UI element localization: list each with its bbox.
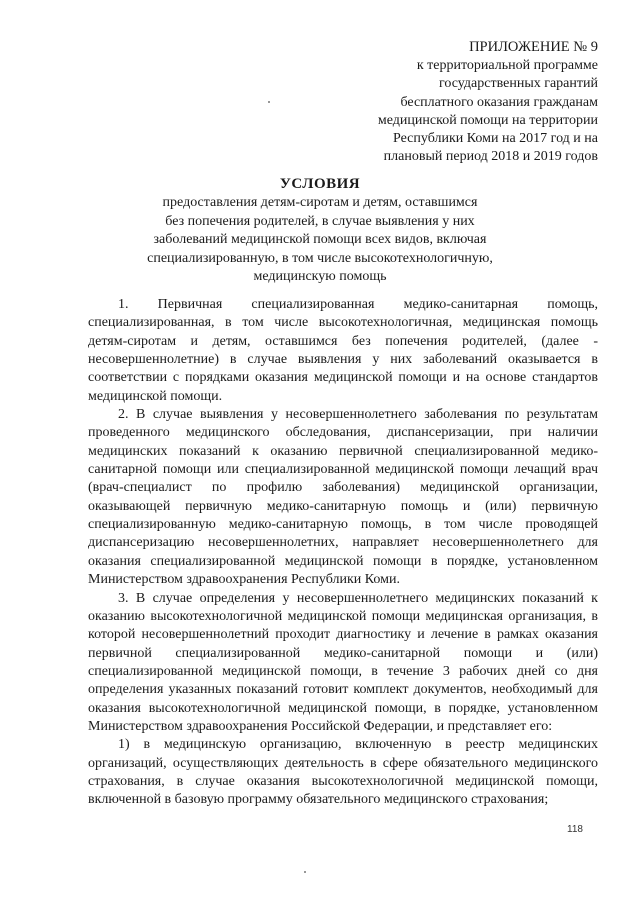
paragraph-3: 3. В случае определения у несовершеннолетнего медицинских показаний к оказанию высокотехнологичной медицинской помощи медицинская организация, в которой несовершеннолетний проходит диагностику и лечение в рамках оказания первичной специализированной медико-санитарной помощи и (или) специализированной медицинской помощи, в течение 3 рабочих дней со дня определения указанных показаний готовит комплект документов, необходимый для оказания высокотехнологичной медицинской помощи, в порядке, установленном Министерством здравоохранения Российской Федерации, и представляет его: bbox=[88, 590, 598, 734]
subtitle-line: без попечения родителей, в случае выявления у них bbox=[165, 213, 475, 229]
scan-speck bbox=[304, 871, 306, 873]
appendix-line: медицинской помощи на территории bbox=[377, 112, 598, 128]
page-number: 118 bbox=[567, 824, 583, 835]
document-body bbox=[88, 296, 598, 810]
paragraph-3-1: 1) в медицинскую организацию, включенную в реестр медицинских организаций, осуществляющих деятельность в сфере обязательного медицинского страхования, в случае оказания высокотехнологичной медицинской помощи, включенной в базовую программу обязательного медицинского страхования; bbox=[88, 737, 598, 808]
appendix-line: к территориальной программе bbox=[416, 58, 598, 74]
appendix-title: ПРИЛОЖЕНИЕ № 9 bbox=[469, 39, 598, 55]
document-title: УСЛОВИЯ bbox=[279, 176, 361, 192]
appendix-line: государственных гарантий bbox=[439, 76, 598, 92]
subtitle-line: заболеваний медицинской помощи всех видов, включая bbox=[153, 232, 487, 248]
paragraph-1: 1. Первичная специализированная медико-санитарная помощь, специализированная, в том числе высокотехнологичная, медицинская помощь детям-сиротам и детям, оставшимся без попечения родителей, (далее - несовершеннолетние) в случае выявления у них заболеваний оказывается в соответствии с порядками оказания медицинской помощи и на основе стандартов медицинской помощи. bbox=[88, 297, 598, 404]
subtitle-line: специализированную, в том числе высокотехнологичную, bbox=[147, 250, 493, 266]
document-subtitle bbox=[0, 194, 640, 287]
subtitle-line: предоставления детям-сиротам и детям, оставшимся bbox=[162, 195, 478, 210]
appendix-line: бесплатного оказания гражданам bbox=[400, 94, 598, 110]
scan-speck bbox=[268, 101, 270, 103]
appendix-header bbox=[298, 38, 598, 166]
paragraph-2: 2. В случае выявления у несовершеннолетнего заболевания по результатам проведенного медицинского обследования, диспансеризации, при наличии медицинских показаний к оказанию первичной специализированной медико-санитарной помощи или специализированной медицинской помощи лечащий врач (врач-специалист по профилю заболевания) медицинской организации, оказывающей первичную медико-санитарную помощь и (или) первичную специализированную медико-санитарную помощь, в том числе проводящей диспансеризацию несовершеннолетних, направляет несовершеннолетнего для оказания специализированной медицинской помощи в порядке, установленном Министерством здравоохранения Республики Коми. bbox=[88, 407, 598, 588]
appendix-line: плановый период 2018 и 2019 годов bbox=[383, 149, 598, 165]
appendix-line: Республики Коми на 2017 год и на bbox=[393, 131, 598, 147]
subtitle-line: медицинскую помощь bbox=[253, 269, 387, 285]
